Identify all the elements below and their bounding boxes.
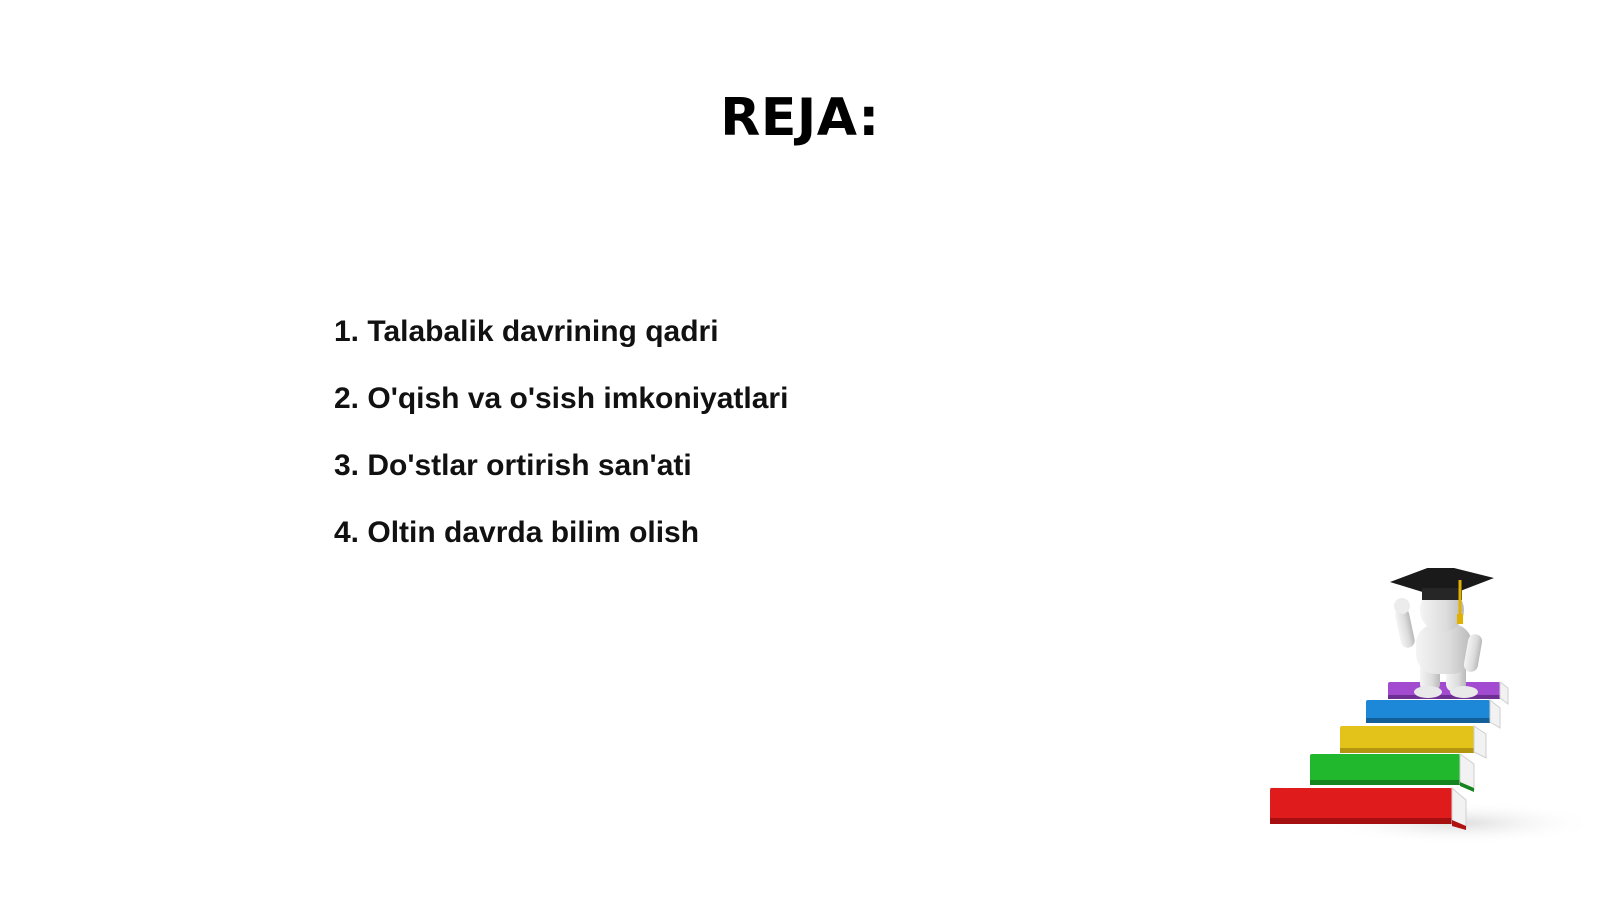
- graduate-on-books-icon: [1270, 568, 1590, 868]
- green-book: [1310, 754, 1474, 792]
- blue-book: [1366, 700, 1500, 728]
- plan-item-1: 1. Talabalik davrining qadri: [334, 315, 719, 348]
- plan-item-4: 4. Oltin davrda bilim olish: [334, 516, 700, 549]
- yellow-book: [1340, 726, 1486, 758]
- plan-list: [334, 312, 788, 580]
- graduate-figure: [1390, 568, 1494, 698]
- plan-item-3: 3. Do'stlar ortirish san'ati: [334, 449, 692, 482]
- red-book: [1270, 788, 1466, 830]
- plan-item-2: 2. O'qish va o'sish imkoniyatlari: [334, 382, 789, 415]
- slide-title: REJA:: [720, 88, 880, 148]
